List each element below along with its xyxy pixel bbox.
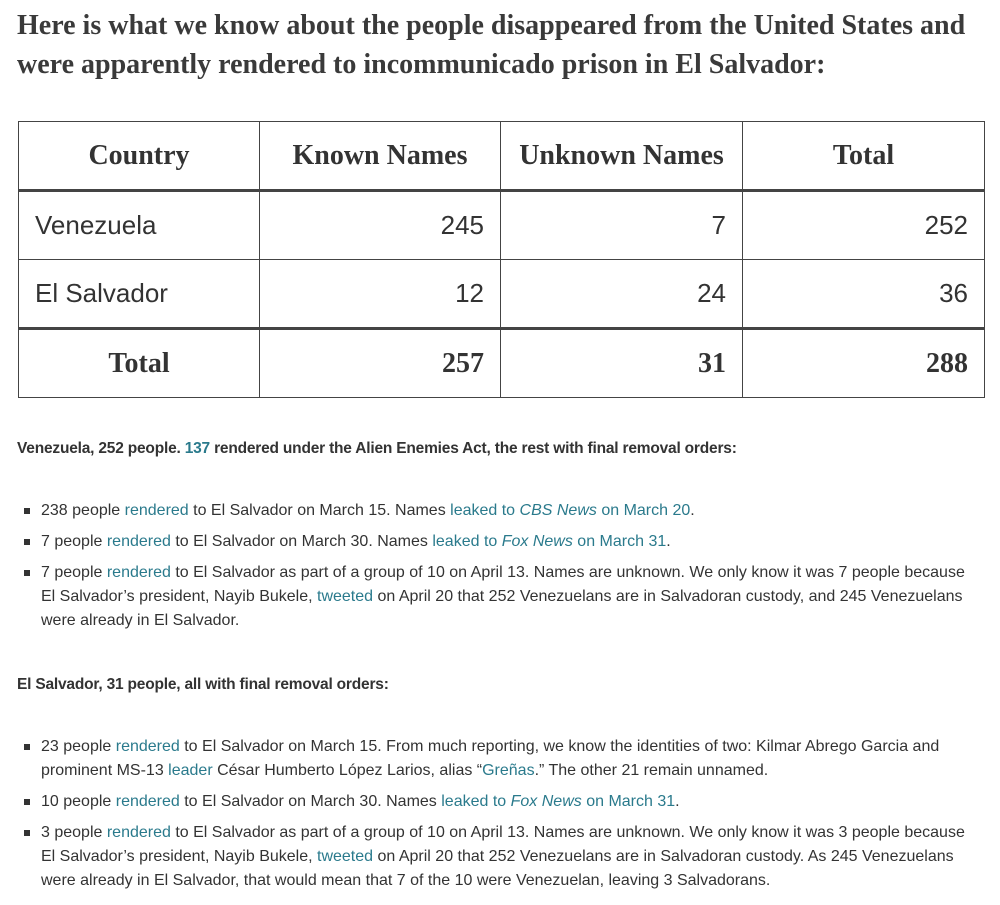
bullet-icon <box>24 799 30 805</box>
item-text: . <box>690 502 695 519</box>
table-totals-row <box>19 329 985 398</box>
leak-link-text: leaked to <box>450 502 520 519</box>
tweeted-link[interactable]: tweeted <box>317 588 374 605</box>
venezuela-section-heading <box>17 440 737 458</box>
item-text: .” The other 21 remain unnamed. <box>534 762 769 779</box>
totals-total: 288 <box>743 329 985 398</box>
table-row <box>19 191 985 260</box>
rendered-link[interactable]: rendered <box>106 533 171 550</box>
bullet-icon <box>24 830 30 836</box>
rendered-link[interactable]: rendered <box>124 502 189 519</box>
country-cell: El Salvador <box>19 260 260 329</box>
total-cell: 252 <box>743 191 985 260</box>
venezuela-heading-text-rest: rendered under the Alien Enemies Act, the rest with final removal orders: <box>209 440 737 457</box>
item-text: . <box>675 793 680 810</box>
bullet-icon <box>24 570 30 576</box>
unknown-names-cell: 24 <box>501 260 743 329</box>
bullet-icon <box>24 508 30 514</box>
rendered-link[interactable]: rendered <box>115 793 180 810</box>
outlet-name: CBS News <box>519 502 597 519</box>
table-header-row <box>19 122 985 191</box>
outlet-name: Fox News <box>501 533 573 550</box>
item-text: to El Salvador on March 30. Names <box>179 793 442 810</box>
venezuela-list <box>24 499 979 640</box>
leak-link[interactable] <box>450 502 690 519</box>
item-text: to El Salvador as part of a group of 10 on April 13. Names are unknown. We only know it was 7 people because El Salvador’s president, Nayib Bukele, <box>41 564 965 605</box>
rendered-link[interactable]: rendered <box>106 564 171 581</box>
el-salvador-section-heading: El Salvador, 31 people, all with final removal orders: <box>17 676 389 693</box>
grenas-link[interactable]: Greñas <box>482 762 535 779</box>
leak-link-date: on March 31 <box>572 533 667 550</box>
list-item <box>24 499 979 523</box>
list-item <box>24 821 979 893</box>
list-item <box>24 530 979 554</box>
list-item <box>24 790 979 814</box>
venezuela-heading-text: Venezuela, 252 people. <box>17 440 185 457</box>
item-text: 3 people <box>41 824 107 841</box>
totals-label: Total <box>19 329 260 398</box>
rendered-link[interactable]: rendered <box>106 824 171 841</box>
item-text: . <box>666 533 671 550</box>
article-heading: Here is what we know about the people disappeared from the United States and were apparently rendered to incommunicado prison in El Salvador: <box>17 10 966 80</box>
list-item <box>24 561 979 633</box>
unknown-names-cell: 7 <box>501 191 743 260</box>
outlet-name: Fox News <box>510 793 582 810</box>
item-text: 10 people <box>41 793 116 810</box>
summary-table <box>18 121 985 398</box>
leak-link[interactable] <box>441 793 675 810</box>
item-text: to El Salvador on March 15. From much reporting, we know the identities of two: Kilmar Abrego Garcia and prominent MS-13 <box>41 738 940 779</box>
column-header-unknown-names: Unknown Names <box>501 122 743 191</box>
item-text: 7 people <box>41 533 107 550</box>
leak-link-text: leaked to <box>441 793 511 810</box>
item-text: on April 20 that 252 Venezuelans are in Salvadoran custody, and 245 Venezuelans were already in El Salvador. <box>41 588 963 629</box>
leader-link[interactable]: leader <box>168 762 213 779</box>
bullet-icon <box>24 744 30 750</box>
alien-enemies-link[interactable]: 137 <box>184 440 210 457</box>
item-text: to El Salvador as part of a group of 10 on April 13. Names are unknown. We only know it was 3 people because El Salvador’s president, Nayib Bukele, <box>41 824 965 865</box>
total-cell: 36 <box>743 260 985 329</box>
item-text: 238 people <box>41 502 125 519</box>
leak-link-date: on March 20 <box>596 502 691 519</box>
column-header-known-names: Known Names <box>260 122 501 191</box>
item-text: to El Salvador on March 15. Names <box>188 502 451 519</box>
item-text: 23 people <box>41 738 116 755</box>
known-names-cell: 12 <box>260 260 501 329</box>
leak-link-date: on March 31 <box>581 793 676 810</box>
item-text: 7 people <box>41 564 107 581</box>
item-text: to El Salvador on March 30. Names <box>170 533 433 550</box>
column-header-total: Total <box>743 122 985 191</box>
totals-known: 257 <box>260 329 501 398</box>
totals-unknown: 31 <box>501 329 743 398</box>
bullet-icon <box>24 539 30 545</box>
column-header-country: Country <box>19 122 260 191</box>
el-salvador-list <box>24 735 979 900</box>
country-cell: Venezuela <box>19 191 260 260</box>
tweeted-link[interactable]: tweeted <box>317 848 374 865</box>
leak-link[interactable] <box>432 533 666 550</box>
leak-link-text: leaked to <box>432 533 502 550</box>
rendered-link[interactable]: rendered <box>115 738 180 755</box>
item-text: on April 20 that 252 Venezuelans are in Salvadoran custody. As 245 Venezuelans were already in El Salvador, that would mean that 7 of the 10 were Venezuelan, leaving 3 Salvadorans. <box>41 848 954 889</box>
table-row <box>19 260 985 329</box>
item-text: César Humberto López Larios, alias “ <box>212 762 483 779</box>
known-names-cell: 245 <box>260 191 501 260</box>
list-item <box>24 735 979 783</box>
